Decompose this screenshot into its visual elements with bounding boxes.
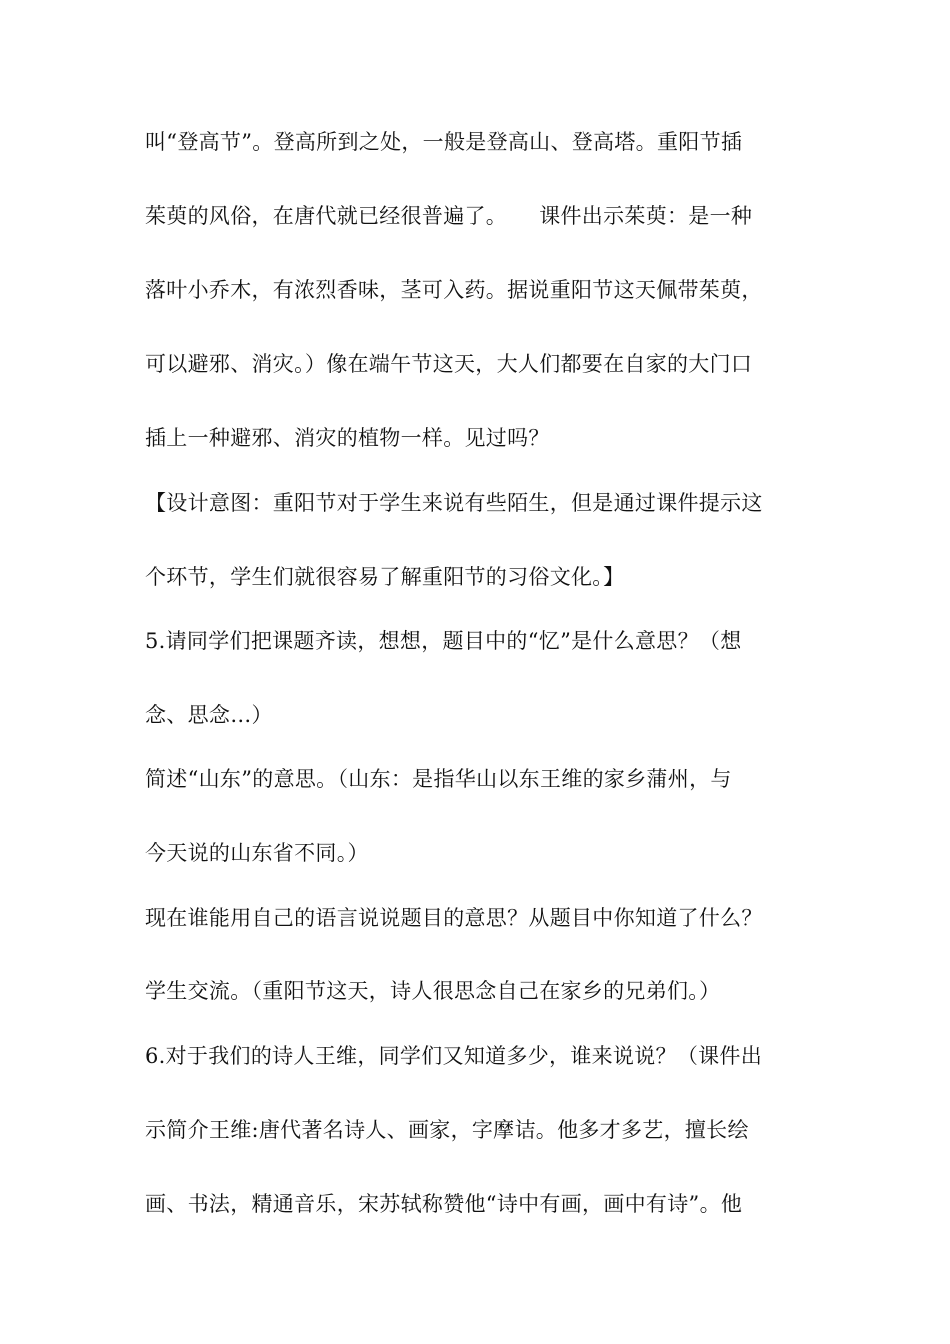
text-line: 5.请同学们把课题齐读，想想，题目中的“忆”是什么意思？（想 xyxy=(145,629,742,653)
text-line: 示简介王维:唐代著名诗人、画家，字摩诘。他多才多艺，擅长绘 xyxy=(145,1118,749,1142)
text-line: 叫“登高节”。登高所到之处，一般是登高山、登高塔。重阳节插 xyxy=(145,130,743,154)
text-line: 落叶小乔木，有浓烈香味，茎可入药。据说重阳节这天佩带茱萸， xyxy=(145,278,763,302)
text-line: 可以避邪、消灾。）像在端午节这天，大人们都要在自家的大门口 xyxy=(145,352,753,376)
text-line: 茱萸的风俗，在唐代就已经很普遍了。 课件出示茱萸：是一种 xyxy=(145,204,753,228)
text-line: 画、书法，精通音乐，宋苏轼称赞他“诗中有画，画中有诗”。他 xyxy=(145,1192,743,1216)
text-line: 6.对于我们的诗人王维，同学们又知道多少，谁来说说？（课件出 xyxy=(145,1044,763,1068)
text-line: 现在谁能用自己的语言说说题目的意思？从题目中你知道了什么？ xyxy=(145,906,763,930)
text-line: 简述“山东”的意思。（山东：是指华山以东王维的家乡蒲州，与 xyxy=(145,767,732,791)
text-line: 念、思念…） xyxy=(145,703,273,727)
text-line: 学生交流。（重阳节这天，诗人很思念自己在家乡的兄弟们。） xyxy=(145,979,721,1003)
design-intent-line: 【设计意图：重阳节对于学生来说有些陌生，但是通过课件提示这 xyxy=(145,491,763,515)
text-line: 插上一种避邪、消灾的植物一样。见过吗？ xyxy=(145,426,550,450)
text-line: 今天说的山东省不同。） xyxy=(145,841,369,865)
design-intent-line: 个环节，学生们就很容易了解重阳节的习俗文化。】 xyxy=(145,565,625,589)
